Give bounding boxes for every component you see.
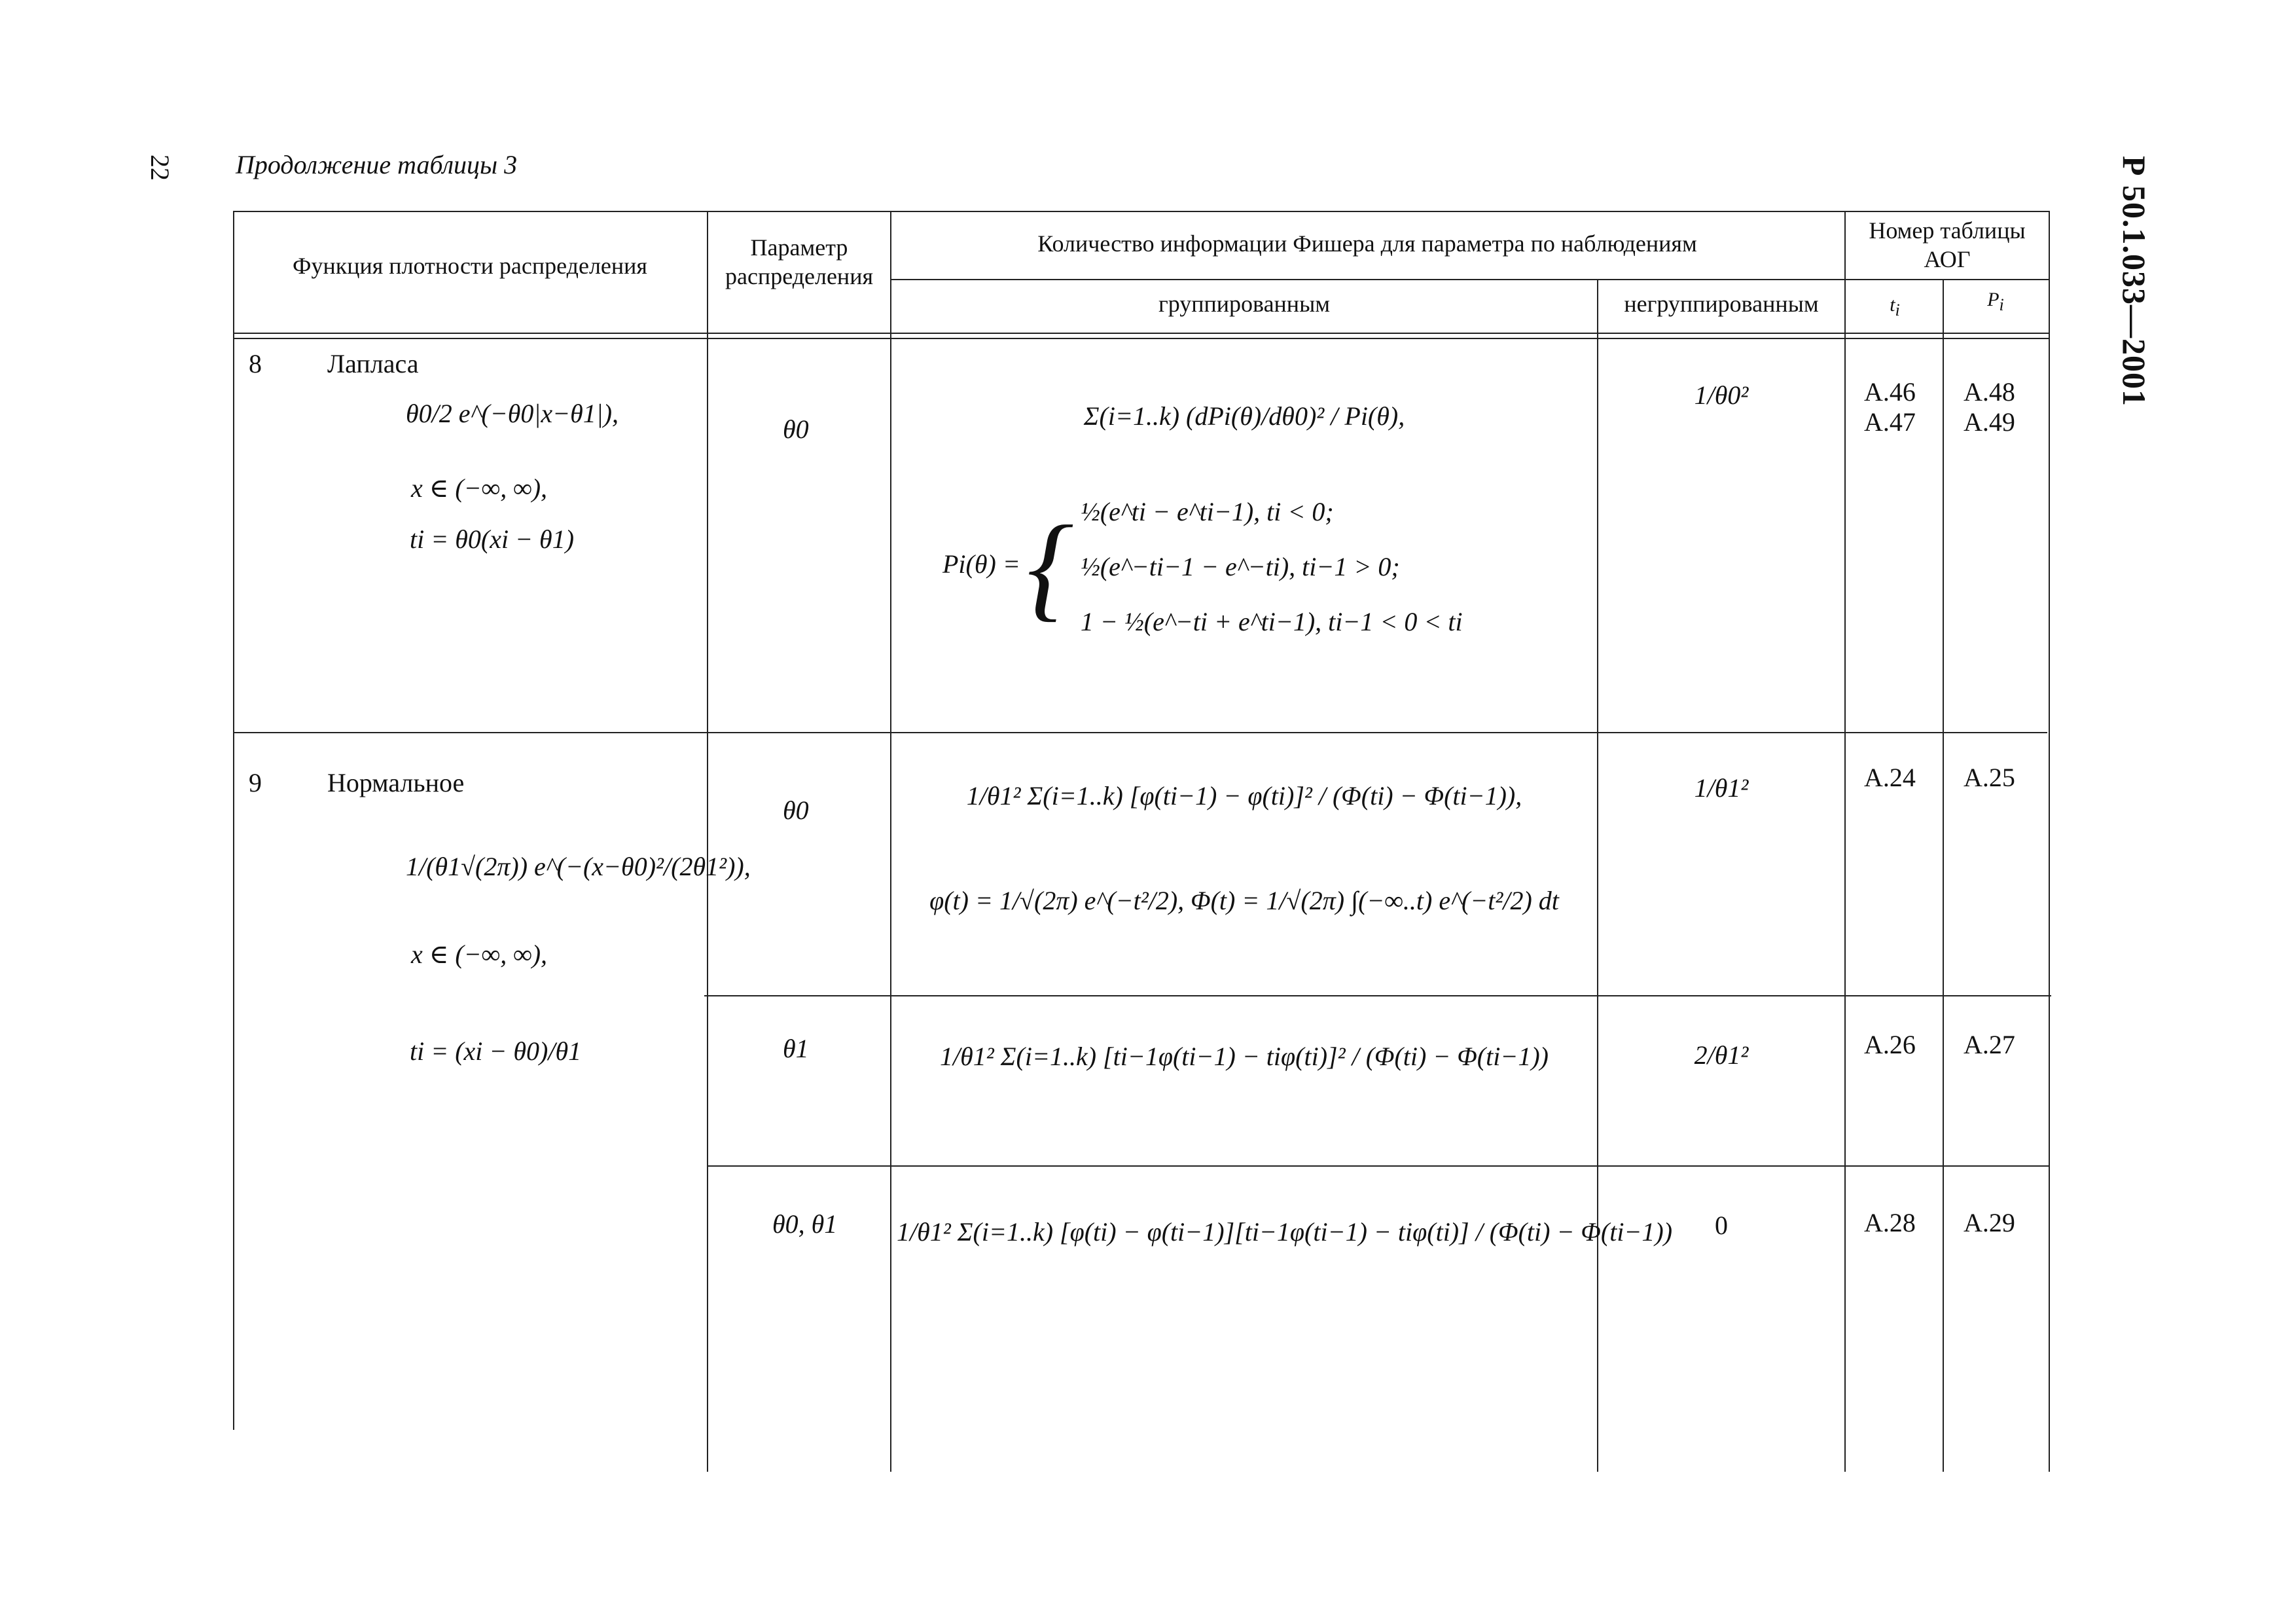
case-negative: ½(e^ti − e^ti−1), ti < 0; bbox=[1080, 497, 1334, 526]
grouped-fisher-formula: 1/θ1² Σ(i=1..k) [φ(ti−1) − φ(ti)]² / (Φ(ti) − Φ(ti−1)), bbox=[966, 781, 1522, 811]
case-positive: ½(e^−ti−1 − e^−ti), ti−1 > 0; bbox=[1080, 552, 1400, 581]
density-formula: θ0/2 e^(−θ0|x−θ1|), bbox=[406, 399, 619, 428]
grouped-fisher-formula: 1/θ1² Σ(i=1..k) [φ(ti) − φ(ti−1)][ti−1φ(ti−1) − tiφ(ti)] / (Φ(ti) − Φ(ti−1)) bbox=[897, 1217, 1673, 1247]
parameter-symbol: θ1 bbox=[783, 1034, 809, 1063]
case-straddle: 1 − ½(e^−ti + e^ti−1), ti−1 < 0 < ti bbox=[1080, 607, 1463, 636]
header-ungrouped: негруппированным bbox=[1624, 291, 1819, 317]
aog-ti-ref: А.28 bbox=[1864, 1208, 1916, 1237]
aog-pi-ref: А.29 bbox=[1964, 1208, 2015, 1237]
parameter-symbol: θ0 bbox=[783, 414, 809, 444]
distribution-name: Нормальное bbox=[327, 768, 465, 797]
aog-ti-ref: А.24 bbox=[1864, 763, 1916, 792]
transform-formula: ti = (xi − θ0)/θ1 bbox=[410, 1036, 582, 1066]
probability-piecewise: Pi(θ) = { ½(e^ti − e^ti−1), ti < 0; ½(e^−ti−1 − e^−ti), ti−1 > 0; 1 − ½(e^−ti + e^ti−1), ti−1 < 0 < ti bbox=[942, 484, 1590, 649]
table-continuation-caption: Продолжение таблицы 3 bbox=[236, 150, 518, 179]
row-number: 9 bbox=[249, 768, 262, 797]
aog-pi-refs: А.48 А.49 bbox=[1964, 377, 2015, 437]
parameter-symbol: θ0 bbox=[783, 795, 809, 825]
aog-pi-ref: А.27 bbox=[1964, 1030, 2015, 1059]
distribution-name: Лапласа bbox=[327, 349, 419, 378]
ungrouped-fisher-formula: 1/θ0² bbox=[1694, 380, 1749, 410]
header-aog: Номер таблицы АОГ bbox=[1869, 217, 2026, 272]
header-function: Функция плотности распределения bbox=[293, 253, 647, 279]
header-grouped: группированным bbox=[1158, 291, 1331, 317]
grouped-fisher-formula: 1/θ1² Σ(i=1..k) [ti−1φ(ti−1) − tiφ(ti)]² / (Φ(ti) − Φ(ti−1)) bbox=[940, 1042, 1549, 1071]
domain-formula: x ∈ (−∞, ∞), bbox=[411, 939, 548, 969]
ungrouped-fisher-value: 0 bbox=[1715, 1211, 1728, 1240]
aog-ti-refs: А.46 А.47 bbox=[1864, 377, 1916, 437]
aog-pi-ref: А.25 bbox=[1964, 763, 2015, 792]
page-number: 22 bbox=[145, 155, 175, 181]
header-parameter: Параметр распределения bbox=[725, 234, 874, 289]
parameter-symbol: θ0, θ1 bbox=[772, 1209, 838, 1239]
ungrouped-fisher-formula: 2/θ1² bbox=[1694, 1040, 1749, 1070]
row-number: 8 bbox=[249, 349, 262, 378]
header-aog-pi: $P_i$ bbox=[1987, 289, 2004, 314]
ungrouped-fisher-formula: 1/θ1² bbox=[1694, 773, 1749, 803]
transform-formula: ti = θ0(xi − θ1) bbox=[410, 524, 575, 554]
normal-pdf-cdf-definitions: φ(t) = 1/√(2π) e^(−t²/2), Φ(t) = 1/√(2π) ∫(−∞..t) e^(−t²/2) dt bbox=[929, 886, 1559, 915]
aog-ti-ref: А.26 bbox=[1864, 1030, 1916, 1059]
standard-designation: Р 50.1.033—2001 bbox=[2116, 156, 2153, 407]
density-formula: 1/(θ1√(2π)) e^(−(x−θ0)²/(2θ1²)), bbox=[406, 852, 751, 881]
header-aog-ti: $t_i$ bbox=[1890, 294, 1900, 319]
grouped-fisher-formula: Σ(i=1..k) (dPi(θ)/dθ0)² / Pi(θ), bbox=[1083, 401, 1405, 431]
domain-formula: x ∈ (−∞, ∞), bbox=[411, 473, 548, 503]
header-fisher: Количество информации Фишера для параметра по наблюдениям bbox=[1037, 230, 1697, 257]
